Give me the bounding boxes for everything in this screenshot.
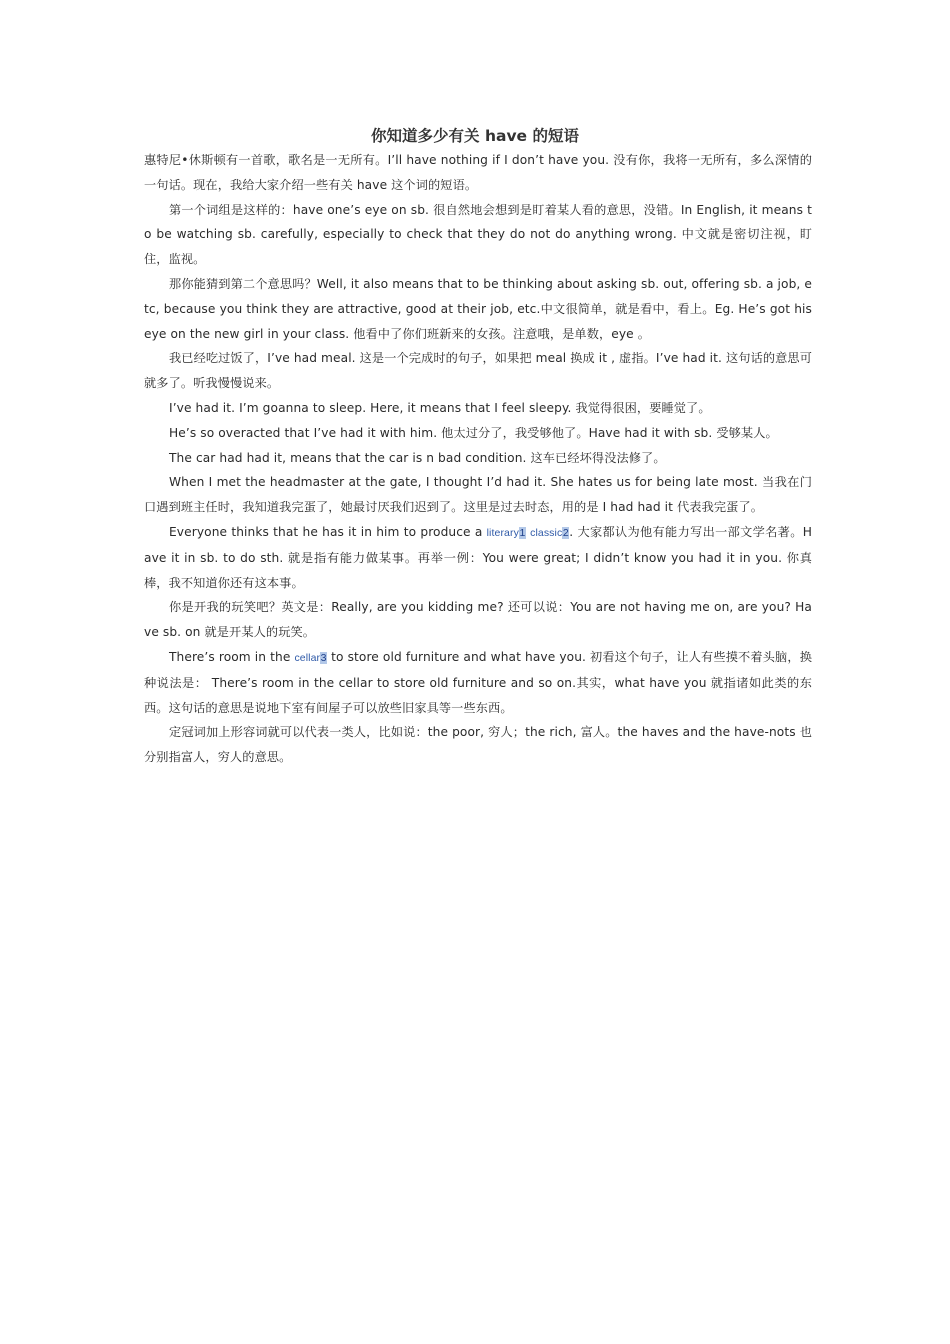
vocab-link-literary[interactable]: literary (486, 526, 519, 539)
document-body (144, 148, 812, 770)
footnote-marker[interactable]: 3 (320, 651, 327, 664)
paragraph-text: There’s room in the (169, 649, 295, 664)
paragraph-text: to store old furniture and what have you. 初看这个句子，让人有些摸不着头脑，换种说法是： There’s room in the cellar to store old furniture and so on.其实，what have you 就指诸如此类的东西。这句话的意思是说地下室有间屋子可以放些旧家具等一些东西。 (144, 649, 812, 715)
paragraph-had-it-with: He’s so overacted that I’ve had it with him. 他太过分了，我受够他了。Have had it with sb. 受够某人。 (169, 425, 778, 440)
paragraph-had-meal: 我已经吃过饭了，I’ve had meal. 这是一个完成时的句子，如果把 meal 换成 it , 虚指。I’ve had it. 这句话的意思可就多了。听我慢慢说来。 (144, 351, 813, 391)
paragraph-had-it-sleepy: I’ve had it. I’m goanna to sleep. Here, it means that I feel sleepy. 我觉得很困，要睡觉了。 (169, 400, 711, 415)
paragraph-kidding: 你是开我的玩笑吧？英文是：Really, are you kidding me? 还可以说：You are not having me on, are you? Have sb. on 就是开某人的玩笑。 (144, 600, 812, 640)
paragraph-haves-have-nots: 定冠词加上形容词就可以代表一类人，比如说：the poor, 穷人；the rich, 富人。the haves and the have-nots 也分别指富人，穷人的意思。 (144, 725, 812, 765)
footnote-marker[interactable]: 2 (562, 526, 569, 539)
document-title: 你知道多少有关 have 的短语 (371, 127, 579, 145)
paragraph-text: . 大家都认为他有能力写出一部文学名著。Have it in sb. to do sth. 就是指有能力做某事。再举一例：You were great; I didn’t know you had it in you. 你真棒，我不知道你还有这本事。 (144, 524, 812, 590)
paragraph-phrase-1: 第一个词组是这样的：have one’s eye on sb. 很自然地会想到是盯着某人看的意思，没错。In English, it means to be watching sb. carefully, especially to check that they do not do anything wrong. 中文就是密切注视，盯住，监视。 (144, 202, 812, 267)
paragraph-what-have-you (144, 645, 812, 720)
paragraph-text: Everyone thinks that he has it in him to produce a (169, 524, 487, 539)
paragraph-phrase-2: 那你能猜到第二个意思吗？Well, it also means that to be thinking about asking sb. out, offering sb. a job, etc, because you think they are attractive, good at their job, etc.中文很简单，就是看中，看上。Eg. He’s got his eye on the new girl in your class. 他看中了你们班新来的女孩。注意哦，是单数，eye 。 (144, 276, 812, 341)
vocab-link-classic[interactable]: classic (530, 526, 563, 539)
paragraph-car-had-it: The car had had it, means that the car is n bad condition. 这车已经坏得没法修了。 (169, 450, 666, 465)
paragraph-intro: 惠特尼•休斯顿有一首歌，歌名是一无所有。I’ll have nothing if I don’t have you. 没有你，我将一无所有，多么深情的一句话。现在，我给大家介绍一些有关 have 这个词的短语。 (144, 153, 812, 192)
footnote-marker[interactable]: 1 (519, 526, 526, 539)
vocab-link-cellar[interactable]: cellar (294, 651, 321, 664)
paragraph-have-it-in-him (144, 520, 812, 595)
paragraph-headmaster: When I met the headmaster at the gate, I thought I’d had it. She hates us for being late most. 当我在门口遇到班主任时，我知道我完蛋了，她最讨厌我们迟到了。这里是过去时态，用的是 I had had it 代表我完蛋了。 (144, 475, 812, 515)
